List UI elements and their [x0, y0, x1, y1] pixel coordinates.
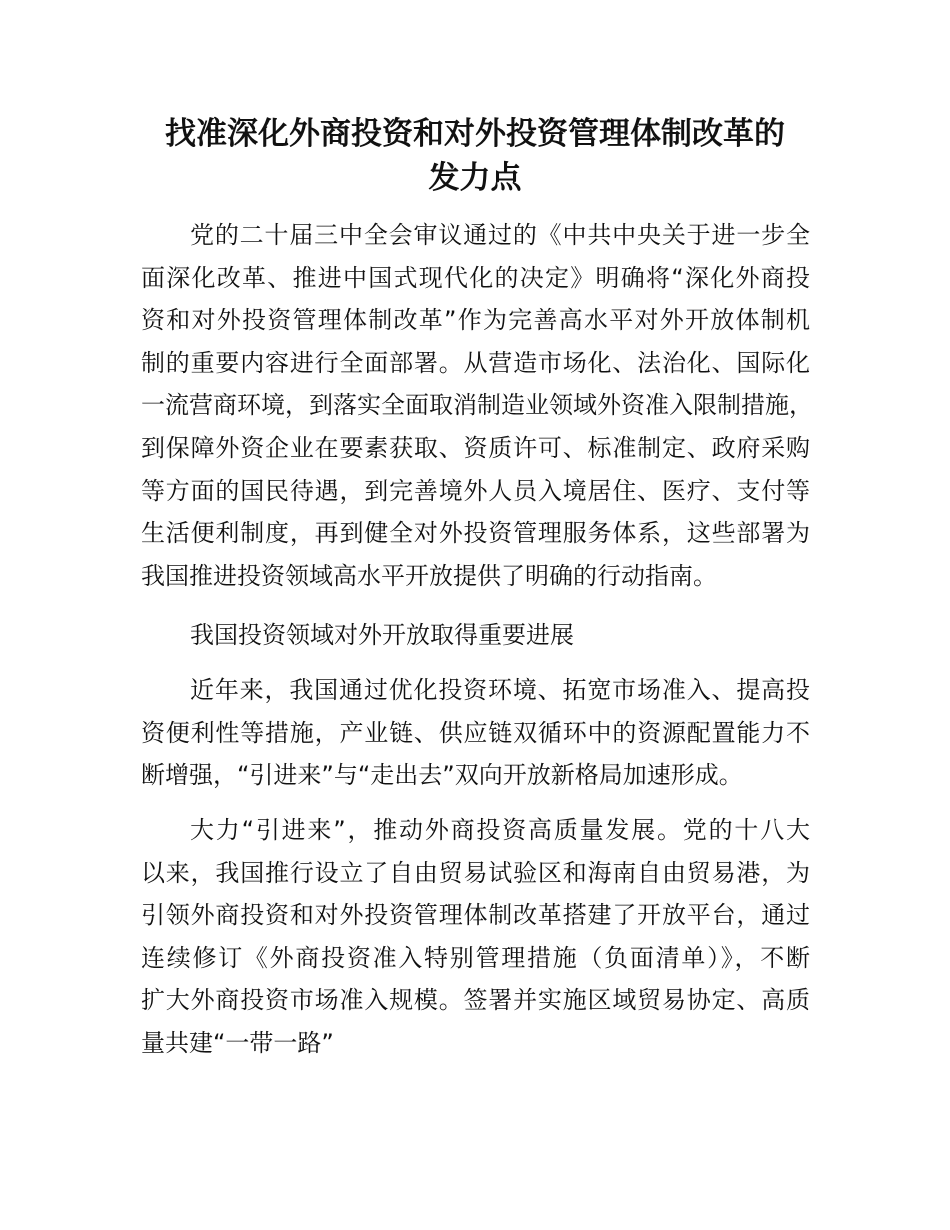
text-line: 引领外商投资和对外投资管理体制改革搭建了开放平台，通过 [141, 901, 810, 930]
text-line: 面深化改革、推进中国式现代化的决定》明确将“深化外商投 [141, 263, 810, 292]
text-line: 连续修订《外商投资准入特别管理措施（负面清单）》，不断 [141, 943, 810, 972]
title-line: 发力点 [428, 160, 522, 196]
text-line: 资和对外投资管理体制改革”作为完善高水平对外开放体制机 [141, 306, 810, 335]
text-line: 扩大外商投资市场准入规模。签署并实施区域贸易协定、高质 [141, 986, 810, 1015]
document-title [0, 112, 950, 200]
paragraph-progress [141, 669, 810, 797]
text-line: 制的重要内容进行全面部署。从营造市场化、法治化、国际化 [141, 348, 810, 377]
paragraph-intro [141, 214, 813, 597]
paragraph-bring-in [141, 809, 810, 1065]
text-line: 一流营商环境，到落实全面取消制造业领域外资准入限制措施， [141, 391, 813, 420]
text-line: 大力“引进来”，推动外商投资高质量发展。党的十八大 [190, 816, 810, 844]
text-line: 近年来，我国通过优化投资环境、拓宽市场准入、提高投 [190, 676, 810, 704]
text-line: 断增强，“引进来”与“走出去”双向开放新格局加速形成。 [141, 761, 743, 790]
text-line: 我国投资领域对外开放取得重要进展 [190, 621, 574, 649]
section-heading [141, 614, 810, 657]
text-line: 资便利性等措施，产业链、供应链双循环中的资源配置能力不 [141, 718, 810, 747]
title-line: 找准深化外商投资和对外投资管理体制改革的 [165, 116, 785, 152]
text-line: 我国推进投资领域高水平开放提供了明确的行动指南。 [141, 561, 717, 590]
text-line: 生活便利制度，再到健全对外投资管理服务体系，这些部署为 [141, 519, 810, 548]
text-line: 党的二十届三中全会审议通过的《中共中央关于进一步全 [190, 221, 810, 249]
text-line: 以来，我国推行设立了自由贸易试验区和海南自由贸易港，为 [141, 858, 810, 887]
text-line: 量共建“一带一路” [141, 1028, 334, 1057]
text-line: 到保障外资企业在要素获取、资质许可、标准制定、政府采购 [141, 433, 810, 462]
text-line: 等方面的国民待遇，到完善境外人员入境居住、医疗、支付等 [141, 476, 810, 505]
